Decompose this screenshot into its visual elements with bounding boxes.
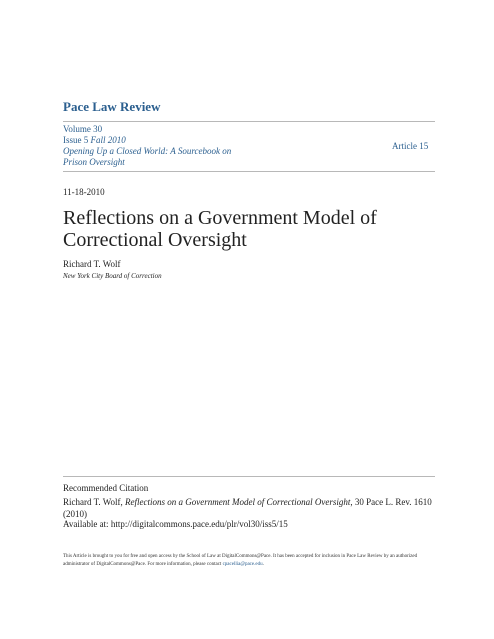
- author-affiliation: New York City Board of Correction: [63, 272, 162, 280]
- citation-text: [63, 496, 435, 520]
- issue-line[interactable]: [63, 135, 293, 146]
- issue-info: [63, 124, 293, 168]
- author-name: Richard T. Wolf: [63, 259, 121, 269]
- footer-notice: [63, 553, 435, 569]
- article-number[interactable]: Article 15: [392, 141, 429, 151]
- footer-text-end: .: [262, 562, 264, 567]
- symposium-title-text2: Prison Oversight: [63, 157, 125, 167]
- citation-title: Reflections on a Government Model of Correctional Oversight: [125, 497, 351, 507]
- symposium-title-text1: Opening Up a Closed World: A Sourcebook on: [63, 146, 232, 156]
- citation-url[interactable]: Available at: http://digitalcommons.pace.edu/plr/vol30/iss5/15: [63, 519, 288, 529]
- recommended-citation-label: Recommended Citation: [63, 483, 149, 493]
- citation-source: , 30 Pace L. Rev. 1610 (2010): [63, 497, 432, 519]
- symposium-title-line1[interactable]: [63, 146, 293, 157]
- contact-email-link[interactable]: cpacellia@pace.edu: [222, 562, 263, 567]
- header-divider-bottom: [63, 171, 435, 172]
- article-title: Reflections on a Government Model of Correctional Oversight: [63, 207, 377, 251]
- volume-link[interactable]: Volume 30: [63, 124, 103, 134]
- journal-title[interactable]: Pace Law Review: [63, 99, 161, 114]
- citation-author: Richard T. Wolf,: [63, 497, 123, 507]
- issue-season: Fall 2010: [90, 135, 126, 145]
- issue-number: Issue 5: [63, 135, 89, 145]
- header-divider-top: [63, 121, 435, 122]
- citation-divider: [63, 476, 435, 477]
- symposium-title-line2[interactable]: [63, 157, 293, 168]
- footer-text: This Article is brought to you for free and open access by the School of Law at DigitalCommons@Pace. It has been accepted for inclusion in Pace Law Review by an authorized administrator of DigitalCommons@Pace. For more information, please contact: [63, 554, 418, 567]
- publication-date: 11-18-2010: [63, 187, 105, 197]
